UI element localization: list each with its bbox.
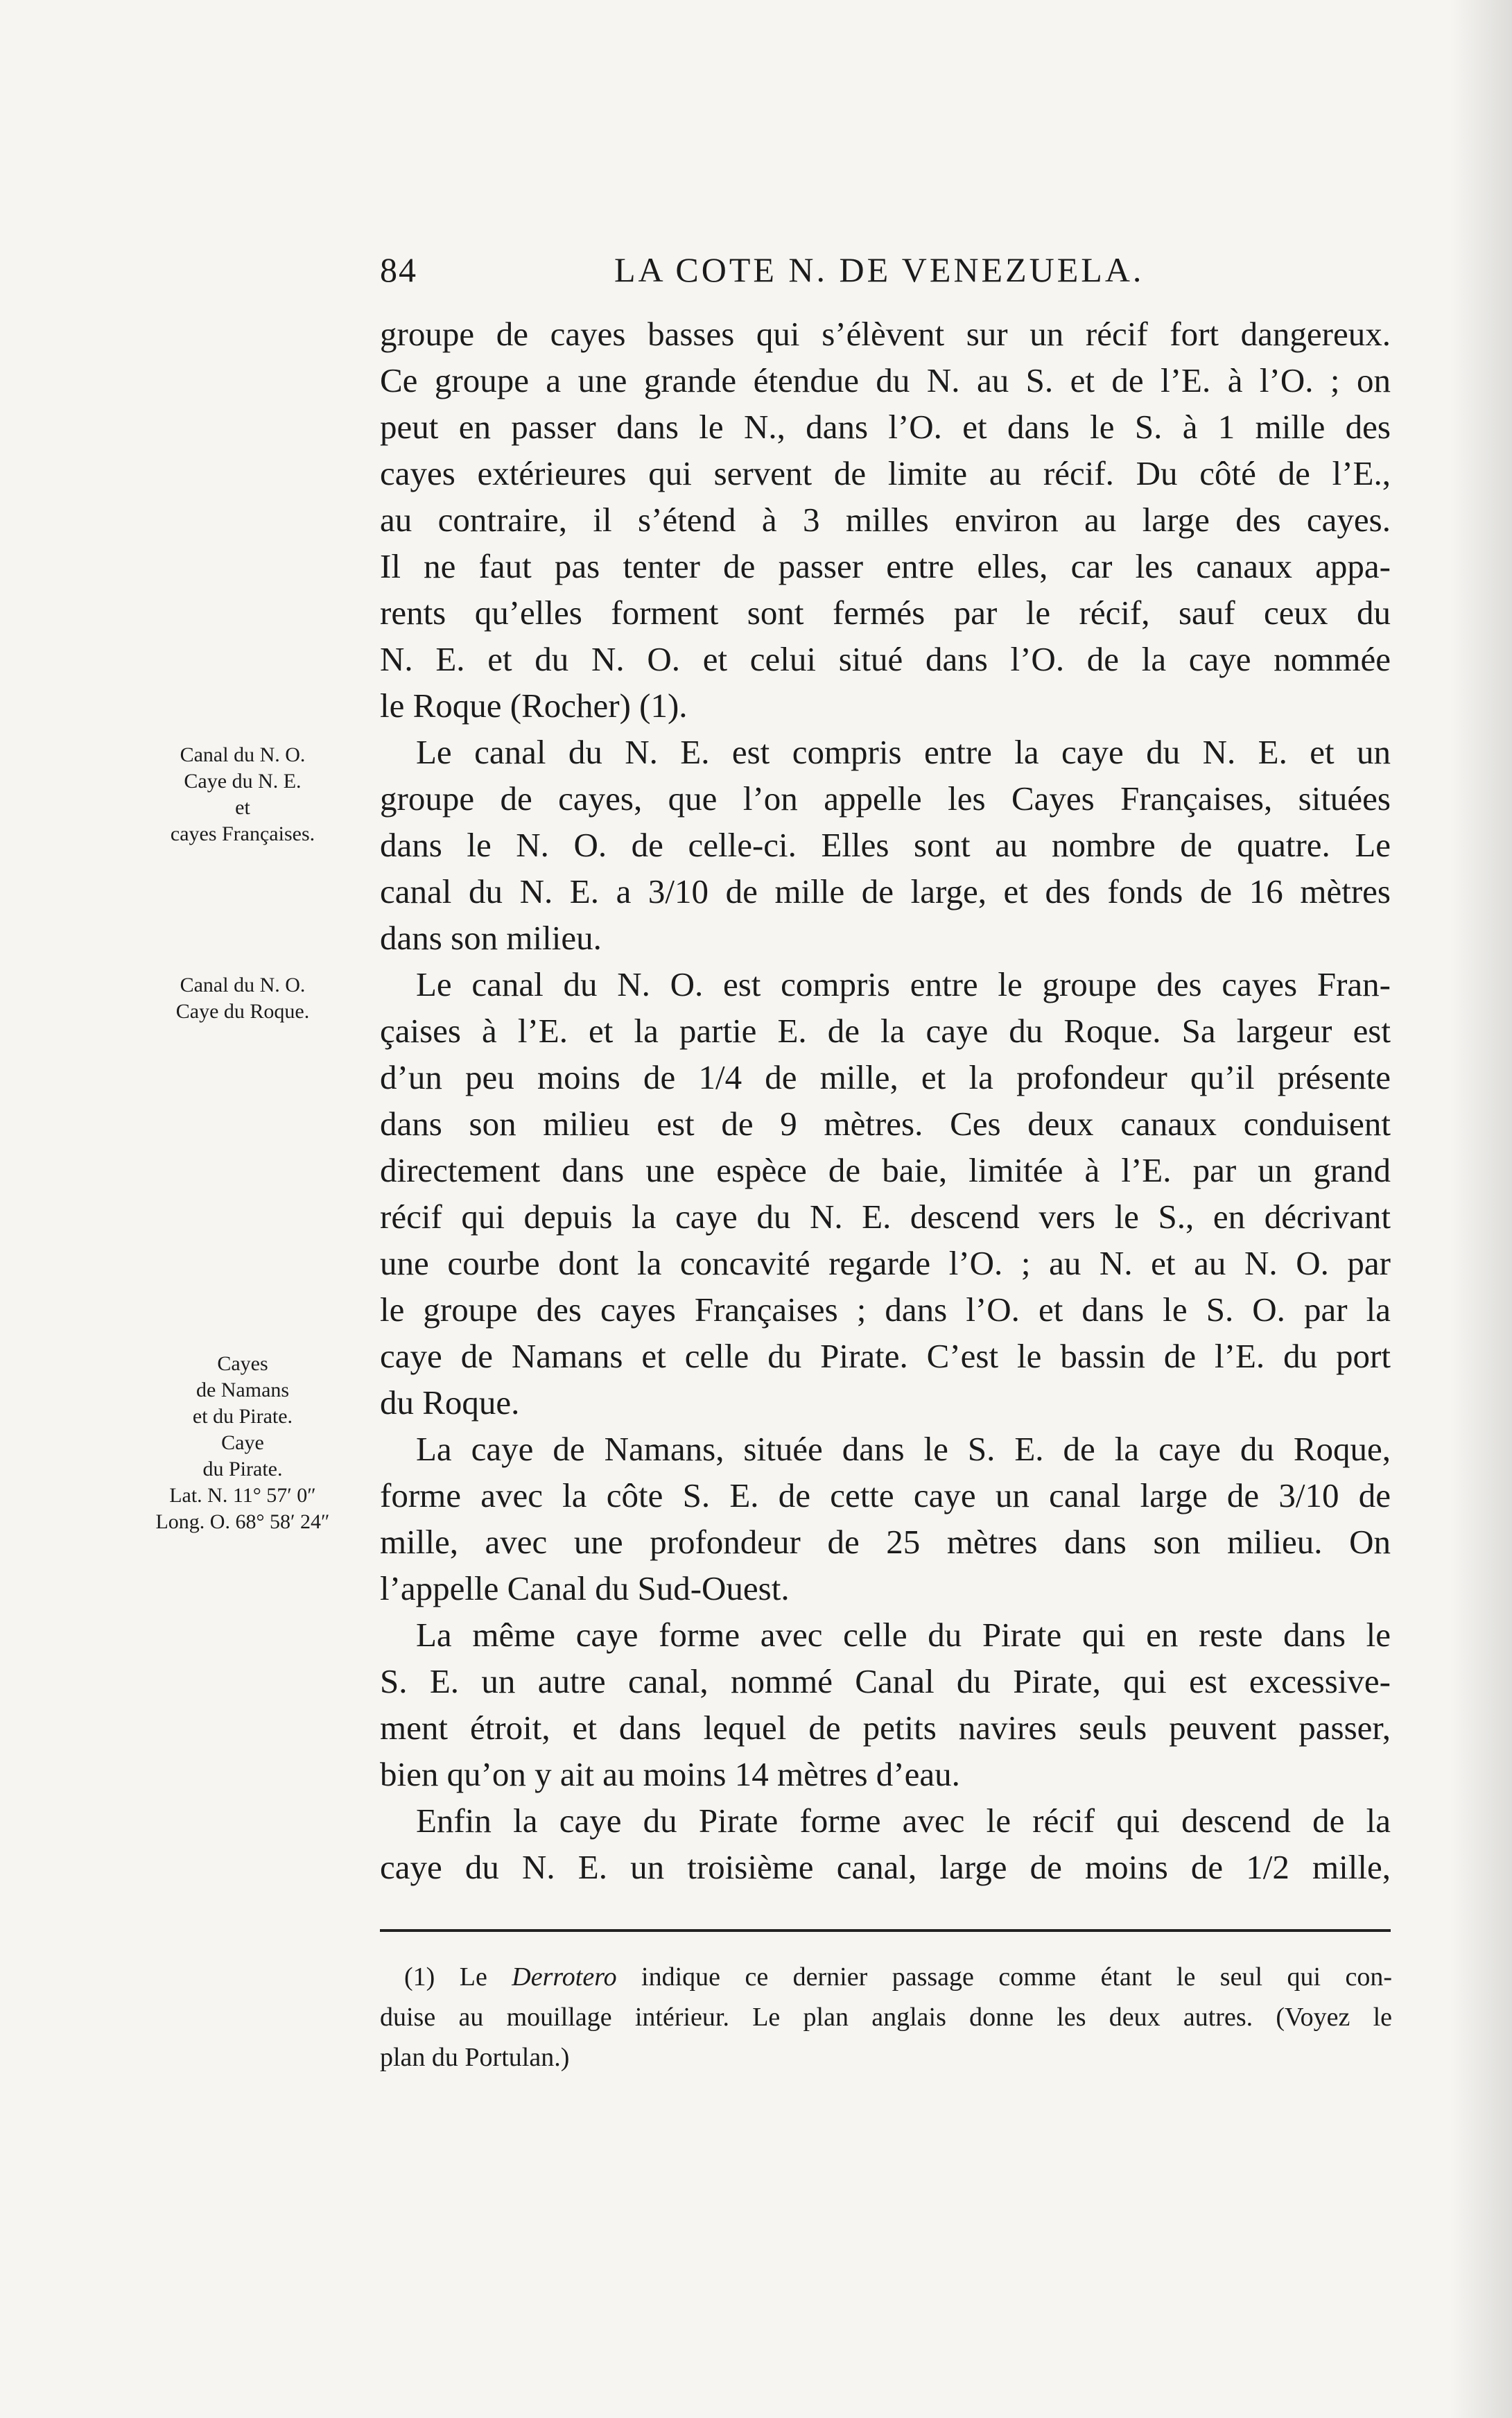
text-line: S. E. un autre canal, nommé Canal du Pirate, qui est excessive-: [380, 1662, 1391, 1700]
text-line: peut en passer dans le N., dans l’O. et dans le S. à 1 mille des: [380, 408, 1391, 446]
text-line: caye du N. E. un troisième canal, large de moins de 1/2 mille,: [380, 1848, 1391, 1886]
text-line: Enfin la caye du Pirate forme avec le récif qui descend de la: [416, 1802, 1391, 1840]
margin-note-line: Caye: [221, 1431, 264, 1454]
margin-note-line: Canal du N. O.: [180, 743, 306, 766]
margin-note: [125, 742, 360, 847]
margin-note: [125, 972, 360, 1025]
footnote-line: duise au mouillage intérieur. Le plan anglais donne les deux autres. (Voyez le: [380, 2003, 1392, 2032]
text-line: groupe de cayes, que l’on appelle les Cayes Françaises, situées: [380, 779, 1391, 818]
page-number: 84: [380, 250, 417, 289]
text-line: groupe de cayes basses qui s’élèvent sur un récif fort dangereux.: [380, 315, 1391, 353]
text-line: le Roque (Rocher) (1).: [380, 686, 688, 725]
footnote-line-rest: indique ce dernier passage comme étant le seul qui con-: [641, 1962, 1392, 1992]
margin-note-line: Caye du N. E.: [184, 770, 302, 793]
text-line: caye de Namans et celle du Pirate. C’est le bassin de l’E. du port: [380, 1337, 1391, 1375]
text-line: d’un peu moins de 1/4 de mille, et la profondeur qu’il présente: [380, 1058, 1391, 1096]
text-line: Il ne faut pas tenter de passer entre elles, car les canaux appa-: [380, 547, 1391, 585]
margin-note-line: du Pirate.: [202, 1458, 283, 1480]
body-text: [380, 311, 1391, 1890]
margin-note-line: de Namans: [195, 1379, 290, 1401]
margin-note-line: Caye du Roque.: [175, 1000, 310, 1023]
text-line: mille, avec une profondeur de 25 mètres dans son milieu. On: [380, 1523, 1391, 1561]
text-line: La caye de Namans, située dans le S. E. de la caye du Roque,: [416, 1430, 1391, 1468]
margin-note-line: Lat. N. 11° 57′ 0″: [169, 1484, 316, 1507]
text-line: Le canal du N. E. est compris entre la caye du N. E. et un: [416, 733, 1391, 771]
text-line: Le canal du N. O. est compris entre le groupe des cayes Fran-: [416, 965, 1391, 1003]
text-line: l’appelle Canal du Sud-Ouest.: [380, 1569, 790, 1607]
footnote-line: [380, 1957, 1392, 1997]
margin-note-line: Canal du N. O.: [180, 974, 306, 996]
text-line: N. E. et du N. O. et celui situé dans l’O. de la caye nommée: [380, 640, 1391, 678]
text-line: canal du N. E. a 3/10 de mille de large, et des fonds de 16 mètres: [380, 872, 1391, 910]
text-line: du Roque.: [380, 1383, 520, 1422]
running-title: LA COTE N. DE VENEZUELA.: [614, 250, 1145, 289]
running-header: [380, 250, 1392, 298]
text-line: dans son milieu est de 9 mètres. Ces deux canaux conduisent: [380, 1105, 1391, 1143]
text-line: au contraire, il s’étend à 3 milles environ au large des cayes.: [380, 501, 1391, 539]
text-line: Ce groupe a une grande étendue du N. au S. et de l’E. à l’O. ; on: [380, 361, 1391, 399]
text-line: le groupe des cayes Françaises ; dans l’O. et dans le S. O. par la: [380, 1290, 1391, 1329]
text-line: rents qu’elles forment sont fermés par le récif, sauf ceux du: [380, 594, 1391, 632]
text-line: ment étroit, et dans lequel de petits navires seuls peuvent passer,: [380, 1709, 1391, 1747]
text-line: dans son milieu.: [380, 919, 602, 957]
margin-note-line: et du Pirate.: [192, 1405, 293, 1428]
text-line: une courbe dont la concavité regarde l’O. ; au N. et au N. O. par: [380, 1244, 1391, 1282]
margin-note-line: Cayes: [217, 1352, 268, 1375]
margin-note-line: et: [235, 796, 250, 819]
text-line: La même caye forme avec celle du Pirate qui en reste dans le: [416, 1616, 1391, 1654]
footnote-rule: [380, 1929, 1391, 1932]
margin-note: [125, 1351, 360, 1535]
text-line: cayes extérieures qui servent de limite au récif. Du côté de l’E.,: [380, 454, 1391, 492]
text-line: çaises à l’E. et la partie E. de la caye du Roque. Sa largeur est: [380, 1012, 1391, 1050]
text-line: dans le N. O. de celle-ci. Elles sont au nombre de quatre. Le: [380, 826, 1391, 864]
margin-note-line: Long. O. 68° 58′ 24″: [155, 1510, 330, 1533]
footnote: [380, 1957, 1392, 2078]
text-line: bien qu’on y ait au moins 14 mètres d’eau.: [380, 1755, 960, 1793]
page-edge-shadow: [1450, 0, 1512, 2418]
footnote-italic-word: Derrotero: [512, 1962, 617, 1992]
text-line: récif qui depuis la caye du N. E. descend vers le S., en décrivant: [380, 1198, 1391, 1236]
text-line: directement dans une espèce de baie, limitée à l’E. par un grand: [380, 1151, 1391, 1189]
text-line: forme avec la côte S. E. de cette caye un canal large de 3/10 de: [380, 1476, 1391, 1514]
margin-note-line: cayes Françaises.: [170, 822, 315, 845]
footnote-marker: (1) Le: [404, 1962, 487, 1992]
footnote-line: plan du Portulan.): [380, 2043, 570, 2072]
